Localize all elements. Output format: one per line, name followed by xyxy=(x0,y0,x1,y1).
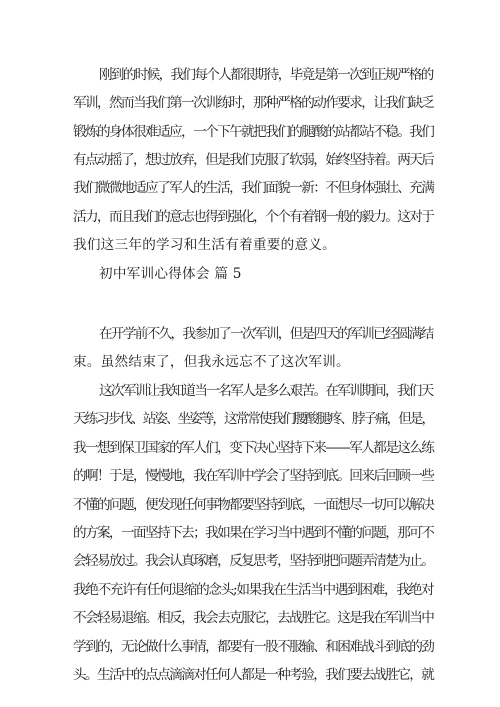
paragraph-line: 会轻易放过。我会认真琢磨，反复思考，坚持到把问题弄清楚为止。 xyxy=(73,553,434,569)
paragraph-line: 有点动摇了，想过放弃，但是我们克服了软弱，始终坚持着。两天后 xyxy=(73,152,434,168)
paragraph-line: 天练习步伐、站姿、坐姿等，这常常使我们腰酸腿疼、脖子痛，但是， xyxy=(73,411,434,427)
paragraph-line: 我们微微地适应了军人的生活，我们面貌一新：不但身体强壮、充满 xyxy=(73,180,434,196)
paragraph-line: 这次军训让我知道当一名军人是多么艰苦。在军训期间，我们天 xyxy=(99,383,433,399)
paragraph-line: 我绝不充许有任何退缩的念头;如果我在生活当中遇到困难，我绝对 xyxy=(73,582,434,598)
paragraph-line: 活力，而且我们的意志也得到强化，个个有着钢一般的毅力。这对于 xyxy=(73,209,434,225)
paragraph-line: 锻炼的身体很难适应，一个下午就把我们的腿酸的站都站不稳。我们 xyxy=(73,124,434,140)
paragraph-line: 我们这三年的学习和生活有着重要的意义。 xyxy=(73,237,337,253)
paragraph-line: 我一想到保卫国家的军人们，变下决心坚持下来——军人都是这么练 xyxy=(73,440,434,456)
paragraph-line: 刚到的时候，我们每个人都很期待，毕竟是第一次到正规严格的 xyxy=(99,67,433,83)
paragraph-line: 的方案，一面坚持下去；我如果在学习当中遇到不懂的问题，那可不 xyxy=(73,525,434,541)
paragraph-line: 的啊！于是，慢慢地，我在军训中学会了坚持到底。回来后回顾一些 xyxy=(73,468,434,484)
paragraph-line: 束。虽然结束了，但我永远忘不了这次军训。 xyxy=(73,354,350,370)
paragraph-line: 不会轻易退缩。相反，我会去克服它，去战胜它。这是我在军训当中 xyxy=(73,610,434,626)
paragraph-line: 军训，然而当我们第一次训练时，那种严格的动作要求，让我们缺乏 xyxy=(73,95,434,111)
paragraph-line: 不懂的问题，便发现任何事物都要坚持到底，一面想尽一切可以解决 xyxy=(73,497,434,513)
paragraph-line: 在开学前不久，我参加了一次军训，但是四天的军训已经圆满结 xyxy=(99,326,433,342)
section-heading: 初中军训心得体会 篇 5 xyxy=(99,266,242,282)
paragraph-line: 头。生活中的点点滴滴对任何人都是一种考验，我们要去战胜它，就 xyxy=(73,667,434,683)
paragraph-line: 学到的，无论做什么事情，都要有一股不服输、和困难战斗到底的劲 xyxy=(73,639,434,655)
